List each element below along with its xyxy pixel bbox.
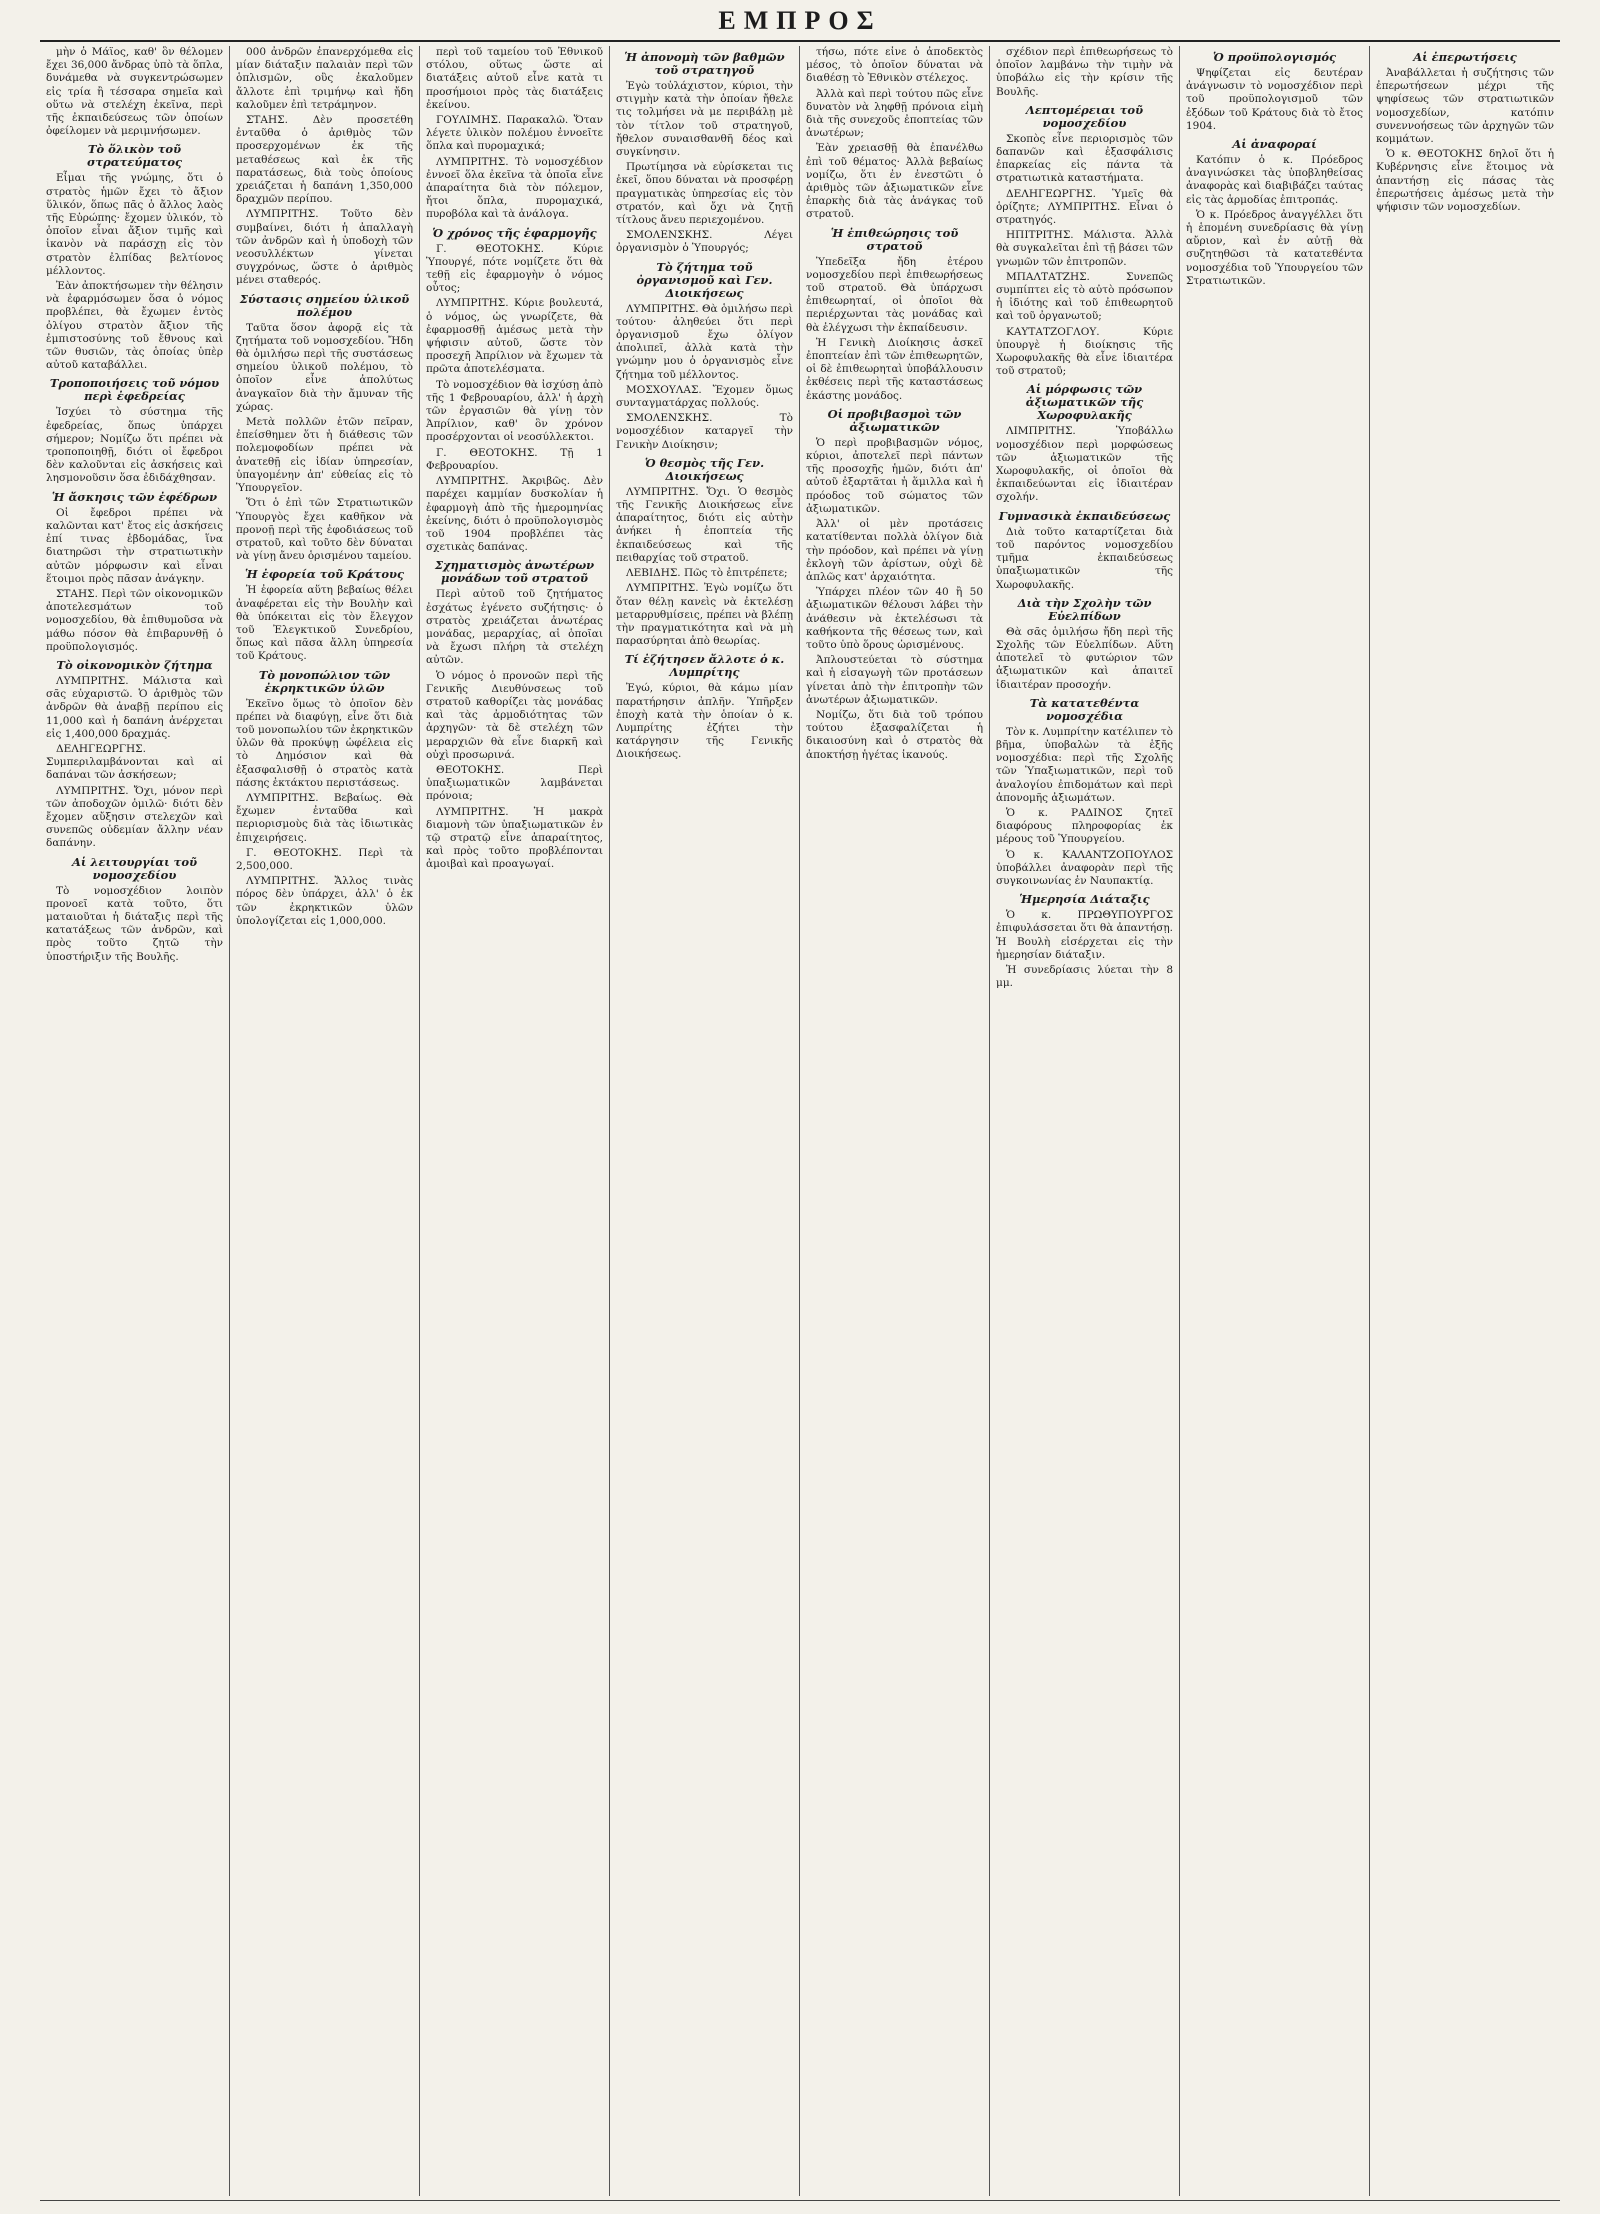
paragraph: Ὁ κ. ΘΕΟΤΟΚΗΣ δηλοῖ ὅτι ἡ Κυβέρνησις εἶνε ἕτοιμος νὰ ἀπαντήσῃ εἰς πάσας τὰς ἐπερωτήσεις ἀμέσως μετὰ τὴν ψήφισιν τῶν νομοσχεδίων. bbox=[1376, 148, 1554, 214]
paragraph: Ὅτι ὁ ἐπὶ τῶν Στρατιωτικῶν Ὑπουργὸς ἔχει καθῆκον νὰ προνοῇ περὶ τῆς ἐφοδιάσεως τοῦ στρατοῦ, καὶ τοῦτο δὲν δύναται νὰ γίνῃ ἄνευ ὁρισμένου ταμείου. bbox=[236, 497, 413, 563]
paragraph: Ἐκεῖνο ὅμως τὸ ὁποῖον δὲν πρέπει νὰ διαφύγῃ, εἶνε ὅτι διὰ τοῦ μονοπωλίου τῶν ἐκρηκτικῶν ὑλῶν θὰ προκύψῃ ὠφέλεια εἰς τὸ Δημόσιον καὶ θὰ ἐξασφαλισθῇ ὁ στρατὸς κατὰ πάσης ἐκτάκτου περιστάσεως. bbox=[236, 697, 413, 789]
column-3 bbox=[420, 46, 610, 2196]
paragraph: Θὰ σᾶς ὁμιλήσω ἤδη περὶ τῆς Σχολῆς τῶν Εὐελπίδων. Αὕτη ἀποτελεῖ τὸ φυτώριον τῶν ἀξιωματικῶν καὶ ἀπαιτεῖ ἰδιαιτέραν προσοχήν. bbox=[996, 625, 1173, 691]
paragraph: Πρωτίμησα νὰ εὑρίσκεται τις ἐκεῖ, ὅπου δύναται νὰ προσφέρῃ πραγματικὰς ὑπηρεσίας εἰς τὸν στρατόν, καὶ ὄχι νὰ ζητῇ τίτλους ἄνευ περιεχομένου. bbox=[616, 161, 793, 227]
paragraph: ΛΥΜΠΡΙΤΗΣ. Βεβαίως. Θὰ ἔχωμεν ἐνταῦθα καὶ περιορισμοὺς διὰ τὰς ἰδιωτικὰς ἐπιχειρήσεις. bbox=[236, 791, 413, 844]
paragraph: Ταῦτα ὅσον ἀφορᾷ εἰς τὰ ζητήματα τοῦ νομοσχεδίου. Ἤδη θὰ ὁμιλήσω περὶ τῆς συστάσεως σημείου ὑλικοῦ πολέμου, τὸ ὁποῖον εἶνε ἀπολύτως ἀναγκαῖον διὰ τὴν ἄμυναν τῆς χώρας. bbox=[236, 321, 413, 413]
paragraph: Τὸν κ. Λυμπρίτην κατέλιπεν τὸ βῆμα, ὑποβαλὼν τὰ ἑξῆς νομοσχέδια: περὶ τῆς Σχολῆς τῶν Ὑπαξιωματικῶν, περὶ τοῦ ἀναλογίου ἐπιδομάτων καὶ περὶ ἀπονομῆς ἀξιωμάτων. bbox=[996, 725, 1173, 804]
column-7 bbox=[1180, 46, 1370, 2196]
paragraph: ΛΥΜΠΡΙΤΗΣ. Μάλιστα καὶ σᾶς εὐχαριστῶ. Ὁ ἀριθμὸς τῶν ἀνδρῶν θὰ ἀναβῇ περίπου εἰς 11,000 καὶ ἡ δαπάνη ἀνέρχεται εἰς 1,400,000 δραχμάς. bbox=[46, 674, 223, 740]
paragraph: Γ. ΘΕΟΤΟΚΗΣ. Τῇ 1 Φεβρουαρίου. bbox=[426, 446, 603, 472]
paragraph: Ὁ κ. ΠΡΩΘΥΠΟΥΡΓΟΣ ἐπιφυλάσσεται ὅτι θὰ ἀπαντήσῃ. Ἡ Βουλὴ εἰσέρχεται εἰς τὴν ἡμερησίαν διάταξιν. bbox=[996, 909, 1173, 961]
paragraph: ΛΥΜΠΡΙΤΗΣ. Τοῦτο δὲν συμβαίνει, διότι ἡ ἀπαλλαγὴ τῶν ἀνδρῶν καὶ ἡ ὑποδοχὴ τῶν νεοσυλλέκτων γίνεται συγχρόνως, ὥστε ὁ ἀριθμὸς μένει σταθερός. bbox=[236, 208, 413, 287]
paragraph: ΛΥΜΠΡΙΤΗΣ. Ὄχι, μόνον περὶ τῶν ἀποδοχῶν ὁμιλῶ· διότι δὲν ἔχομεν αὔξησιν στελεχῶν καὶ συνεπῶς οὐδεμίαν ἄλλην νέαν δαπάνην. bbox=[46, 784, 223, 850]
paragraph: ΛΥΜΠΡΙΤΗΣ. Ἄλλος τινὰς πόρος δὲν ὑπάρχει, ἀλλ' ὁ ἐκ τῶν ἐκρηκτικῶν ὑλῶν ὑπολογίζεται εἰς 1,000,000. bbox=[236, 875, 413, 927]
paragraph: ΣΤΑΗΣ. Περὶ τῶν οἰκονομικῶν ἀποτελεσμάτων τοῦ νομοσχεδίου, θὰ ἐπιθυμοῦσα νὰ μάθω πόσον θὰ ἐπιβαρυνθῇ ὁ προϋπολογισμός. bbox=[46, 587, 223, 653]
column-heading: Ἡ ἐπιθεώρησις τοῦ στρατοῦ bbox=[830, 225, 959, 253]
paragraph: Ἡ συνεδρίασις λύεται τὴν 8 μμ. bbox=[996, 963, 1173, 990]
column-8 bbox=[1370, 46, 1560, 2196]
paragraph: Διὰ τοῦτο καταρτίζεται διὰ τοῦ παρόντος νομοσχεδίου τμῆμα ἐκπαιδεύσεως ὑπαξιωματικῶν τῆς Χωροφυλακῆς. bbox=[996, 525, 1173, 591]
paragraph: Ἐὰν χρειασθῇ θὰ ἐπανέλθω ἐπὶ τοῦ θέματος· Ἀλλὰ βεβαίως νομίζω, ὅτι ἐν ἐνεστῶτι ὁ ἀριθμὸς τῶν ἀξιωματικῶν εἶνε ἐπαρκὴς διὰ τὰς ἀνάγκας τοῦ στρατοῦ. bbox=[806, 142, 983, 221]
column-heading: Τὸ ζήτημα τοῦ ὀργανισμοῦ καὶ Γεν. Διοικήσεως bbox=[636, 259, 773, 300]
paragraph: σχέδιον περὶ ἐπιθεωρήσεως τὸ ὁποῖον λαμβάνω τὴν τιμὴν νὰ ὑποβάλω εἰς τὴν κρίσιν τῆς Βουλῆς. bbox=[996, 46, 1173, 98]
paragraph: Ὁ περὶ προβιβασμῶν νόμος, κύριοι, ἀποτελεῖ περὶ πάντων τῆς προσοχῆς ἡμῶν, διότι ἀπ' αὐτοῦ ἐξαρτᾶται ἡ ἅμιλλα καὶ ἡ πρόοδος τοῦ σώματος τῶν ἀξιωματικῶν. bbox=[806, 436, 983, 515]
column-heading: Διὰ τὴν Σχολὴν τῶν Εὐελπίδων bbox=[1017, 595, 1152, 623]
paragraph: ΔΕΛΗΓΕΩΡΓΗΣ. Ὑμεῖς θὰ ὁρίζητε; ΛΥΜΠΡΙΤΗΣ. Εἶναι ὁ στρατηγός. bbox=[996, 187, 1173, 227]
paragraph: ΚΑΥΤΑΤΖΟΓΛΟΥ. Κύριε ὑπουργὲ ἡ διοίκησις τῆς Χωροφυλακῆς θὰ εἶνε ἰδιαιτέρα τοῦ στρατοῦ; bbox=[996, 325, 1173, 378]
paragraph: Ἀναβάλλεται ἡ συζήτησις τῶν ἐπερωτήσεων μέχρι τῆς ψηφίσεως τῶν στρατιωτικῶν νομοσχεδίων, κατόπιν συνεννοήσεως τῶν ἀρχηγῶν τῶν κομμάτων. bbox=[1376, 67, 1554, 146]
paragraph: Ἀλλὰ καὶ περὶ τούτου πῶς εἶνε δυνατὸν νὰ ληφθῇ πρόνοια εἰμὴ διὰ τῆς συνεχοῦς ἐποπτείας τῶν ἀνωτέρων; bbox=[806, 87, 983, 140]
paragraph: ΣΜΟΛΕΝΣΚΗΣ. Λέγει ὀργανισμὸν ὁ Ὑπουργός; bbox=[616, 229, 793, 255]
paragraph: ΗΠΙΤΡΙΤΗΣ. Μάλιστα. Ἀλλὰ θὰ συγκαλεῖται ἐπὶ τῇ βάσει τῶν γνωμῶν τῶν ἐπιτροπῶν. bbox=[996, 229, 1173, 268]
column-heading: Λεπτομέρειαι τοῦ νομοσχεδίου bbox=[1025, 102, 1144, 130]
column-heading: Αἱ μόρφωσις τῶν ἀξιωματικῶν τῆς Χωροφυλακῆς bbox=[1025, 382, 1144, 423]
paragraph: ΜΠΑΛΤΑΤΖΗΣ. Συνεπῶς συμπίπτει εἰς τὸ αὐτὸ πρόσωπον ἡ ἰδιότης καὶ τοῦ ἐπιθεωρητοῦ καὶ τοῦ ὀργανωτοῦ; bbox=[996, 270, 1173, 323]
column-heading: Οἱ προβιβασμοὶ τῶν ἀξιωματικῶν bbox=[827, 406, 962, 434]
paragraph: ΣΤΑΗΣ. Δὲν προσετέθη ἐνταῦθα ὁ ἀριθμὸς τῶν προσερχομένων ἐκ τῆς μεταθέσεως καὶ ἐκ τῆς παρατάσεως, διὰ τοὺς ὁποίους χρειάζεται ἡ δαπάνη 1,350,000 δραχμῶν περίπου. bbox=[236, 114, 413, 206]
paragraph: ΛΥΜΠΡΙΤΗΣ. Ἀκριβῶς. Δὲν παρέχει καμμίαν δυσκολίαν ἡ ἐφαρμογὴ ἀπὸ τῆς ἡμερομηνίας ἐκείνης, διότι ὁ προϋπολογισμὸς τοῦ 1904 προβλέπει τὰς σχετικὰς δαπάνας. bbox=[426, 475, 603, 554]
column-heading: Ἡ ἀπονομὴ τῶν βαθμῶν τοῦ στρατηγοῦ bbox=[624, 50, 785, 77]
column-heading: Τὸ μονοπώλιον τῶν ἐκρηκτικῶν ὑλῶν bbox=[258, 667, 391, 695]
column-heading: Γυμνασικὰ ἐκπαιδεύσεως bbox=[998, 508, 1171, 523]
paragraph: Ἡ Γενικὴ Διοίκησις ἀσκεῖ ἐποπτείαν ἐπὶ τῶν ἐπιθεωρητῶν, οἱ δὲ ἐπιθεωρηταὶ ὑποβάλλουσιν ἐκθέσεις περὶ τῆς καταστάσεως ἑκάστης μονάδος. bbox=[806, 336, 983, 402]
paragraph: Ἰσχύει τὸ σύστημα τῆς ἐφεδρείας, ὅπως ὑπάρχει σήμερον; Νομίζω ὅτι πρέπει νὰ τροποποιηθῇ, διότι οἱ ἔφεδροι δὲν καλοῦνται εἰς ἀσκήσεις καὶ λησμονοῦσιν ὅσα ἐδιδάχθησαν. bbox=[46, 406, 223, 485]
paragraph: Νομίζω, ὅτι διὰ τοῦ τρόπου τούτου ἐξασφαλίζεται ἡ δικαιοσύνη καὶ ὁ στρατὸς θὰ ἀποκτήσῃ ἡγέτας ἱκανούς. bbox=[806, 708, 983, 761]
paragraph: Εἶμαι τῆς γνώμης, ὅτι ὁ στρατὸς ἡμῶν ἔχει τὸ ἄξιον ὕλικόν, ὅπως πᾶς ὁ ἄλλος λαὸς τῆς Εὐρώπης· ἔχομεν ὑλικόν, τὸ ὁποῖον εἶναι ἄξιον τιμῆς καὶ ἱκανὸν νὰ παράσχῃ εἰς τὸν στρατὸν ἐλπίδας βελτίονος μέλλοντος. bbox=[46, 172, 223, 277]
column-heading: Τί ἐζήτησεν ἄλλοτε ὁ κ. Λυμπρίτης bbox=[624, 652, 785, 680]
column-heading: Τὸ ὅλικὸν τοῦ στρατεύματος bbox=[86, 142, 183, 170]
column-heading: Τὸ οἰκονομικὸν ζήτημα bbox=[56, 657, 213, 672]
column-heading: Ἡ ἄσκησις τῶν ἐφέδρων bbox=[51, 489, 218, 504]
paragraph: ΛΥΜΠΡΙΤΗΣ. Ὄχι. Ὁ θεσμὸς τῆς Γενικῆς Διοικήσεως εἶνε ἀπαραίτητος, διότι εἰς αὐτὴν ἀνήκει ἡ ἐποπτεία τῆς ἐκπαιδεύσεως καὶ τῆς πειθαρχίας τοῦ στρατοῦ. bbox=[616, 485, 793, 564]
paragraph: ΛΙΜΠΡΙΤΗΣ. Ὑποβάλλω νομοσχέδιον περὶ μορφώσεως τῶν ἀξιωματικῶν τῆς Χωροφυλακῆς, οἱ ὁποῖοι θὰ ἐκπαιδεύωνται εἰς ἰδιαιτέραν σχολήν. bbox=[996, 425, 1173, 504]
column-heading: Ἡμερησία Διάταξις bbox=[1019, 892, 1150, 907]
bottom-rule bbox=[40, 2200, 1560, 2201]
masthead bbox=[40, 6, 1560, 36]
paragraph: Ἡ ἐφορεία αὕτη βεβαίως θέλει ἀναφέρεται εἰς τὴν Βουλὴν καὶ θὰ ὑπόκειται εἰς τὸν ἔλεγχον τοῦ Ἐλεγκτικοῦ Συνεδρίου, ὅπως καὶ πᾶσα ἄλλη ὑπηρεσία τοῦ Κράτους. bbox=[236, 584, 413, 663]
column-heading: Τὰ κατατεθέντα νομοσχέδια bbox=[1029, 695, 1140, 723]
paragraph: Ἐγώ, κύριοι, θὰ κάμω μίαν παρατήρησιν ἀπλῆν. Ὑπῆρξεν ἐποχὴ κατὰ τὴν ὁποίαν ὁ κ. Λυμπρίτης ἐζήτει τὴν κατάργησιν τῆς Γενικῆς Διοικήσεως. bbox=[616, 682, 793, 761]
column-heading: Ὁ θεσμὸς τῆς Γεν. Διοικήσεως bbox=[644, 455, 765, 483]
paragraph: Ἐγὼ τοὐλάχιστον, κύριοι, τὴν στιγμὴν κατὰ τὴν ὁποίαν ἤθελε τις τολμήσει νὰ με περιβάλῃ μὲ τὸν τίτλον τοῦ στρατηγοῦ, ἤθελον συναισθανθῆ δέος καὶ συγκίνησιν. bbox=[616, 80, 793, 159]
paragraph: ΔΕΛΗΓΕΩΡΓΗΣ. Συμπεριλαμβάνονται καὶ αἱ δαπάναι τῶν ἀσκήσεων; bbox=[46, 742, 223, 782]
column-heading: Αἱ ἐπερωτήσεις bbox=[1413, 50, 1517, 64]
paragraph: Ὑπάρχει πλέον τῶν 40 ἢ 50 ἀξιωματικῶν θέλουσι λάβει τὴν ἀνάθεσιν νὰ ἐκτελέσωσι τὰ καθήκοντα τῆς θέσεως των, καὶ τοῦτο ὑπὸ ὅρους ὡρισμένους. bbox=[806, 586, 983, 651]
paragraph: Ὁ κ. Πρόεδρος ἀναγγέλλει ὅτι ἡ ἑπομένη συνεδρίασις θὰ γίνῃ αὔριον, καὶ ἐν αὐτῇ θὰ συζητηθῶσι τὰ κατατεθέντα νομοσχέδια τοῦ Ὑπουργείου τῶν Στρατιωτικῶν. bbox=[1186, 208, 1363, 287]
paragraph: Γ. ΘΕΟΤΟΚΗΣ. Περὶ τὰ 2,500,000. bbox=[236, 846, 413, 872]
paragraph: 000 ἀνδρῶν ἐπανερχόμεθα εἰς μίαν διάταξιν παλαιὰν περὶ τῶν ὁπλισμῶν, οὓς ἐκαλοῦμεν ἄλλοτε ἐπὶ τριμήνῳ καὶ ἤδη καλοῦμεν ἐπὶ τετράμηνον. bbox=[236, 46, 413, 111]
paragraph: Κατόπιν ὁ κ. Πρόεδρος ἀναγινώσκει τὰς ὑποβληθείσας ἀναφορὰς καὶ διαβιβάζει ταύτας εἰς τὰς ἁρμοδίας ἐπιτροπάς. bbox=[1186, 154, 1363, 206]
masthead-rule bbox=[40, 40, 1560, 42]
paragraph: ΛΥΜΠΡΙΤΗΣ. Ἐγὼ νομίζω ὅτι ὅταν θέλῃ κανεὶς νὰ ἐκτελέσῃ μεταρρυθμίσεις, πρέπει νὰ βλέπῃ τὴν πραγματικότητα καὶ νὰ μὴ παρασύρηται ἀπὸ θεωρίας. bbox=[616, 582, 793, 648]
column-5 bbox=[800, 46, 990, 2196]
paragraph: Ἐὰν ἀποκτήσωμεν τὴν θέλησιν νὰ ἐφαρμόσωμεν ὅσα ὁ νόμος προβλέπει, θὰ ἔχωμεν ἐντὸς ὀλίγου στρατὸν ἄξιον τῆς ἐμπιστοσύνης τοῦ ἔθνους καὶ τῶν θυσιῶν, τὰς ὁποίας ὑπὲρ αὐτοῦ καταβάλλει. bbox=[46, 280, 223, 372]
paragraph: μὴν ὁ Μάϊος, καθ' ὃν θέλομεν ἔχει 36,000 ἄνδρας ὑπὸ τὰ ὅπλα, δυνάμεθα νὰ συγκεντρώσωμεν εἰς τρία ἢ τέσσαρα σημεῖα καὶ οὕτω νὰ στελέχη ἐκεῖνα, περὶ τῆς ἐκπαιδεύσεως τῶν ὁποίων ὀφείλομεν νὰ μεριμνήσωμεν. bbox=[46, 46, 223, 138]
paragraph: τήσω, πότε εἶνε ὁ ἀποδεκτὸς μέσος, τὸ ὁποῖον δύναται νὰ διαθέσῃ τὸ Ἐθνικὸν στέλεχος. bbox=[806, 46, 983, 85]
paragraph: Τὸ νομοσχέδιον λοιπὸν προνοεῖ κατὰ τοῦτο, ὅτι ματαιοῦται ἡ διάταξις περὶ τῆς κατατάξεως τῶν ἀνδρῶν, καὶ πρὸς τοῦτο ζητῶ τὴν ὑποστήριξιν τῆς Βουλῆς. bbox=[46, 884, 223, 963]
paragraph: Ὑπεδεῖξα ἤδη ἐτέρου νομοσχεδίου περὶ ἐπιθεωρήσεως τοῦ στρατοῦ. Θὰ ὑπάρχωσι ἐπιθεωρηταί, οἱ ὁποῖοι θὰ περιέρχωνται τὰς μονάδας καὶ θὰ ἐλέγχωσι τὴν ἐκπαίδευσιν. bbox=[806, 255, 983, 334]
paragraph: περὶ τοῦ ταμείου τοῦ Ἐθνικοῦ στόλου, οὕτως ὥστε αἱ διατάξεις αὐτοῦ εἶνε κατὰ τι προσήμοιοι πρὸς τὰς διατάξεις ἐκείνου. bbox=[426, 46, 603, 111]
paragraph: Ψηφίζεται εἰς δευτέραν ἀνάγνωσιν τὸ νομοσχέδιον περὶ τοῦ προϋπολογισμοῦ τῶν ἐξόδων τοῦ Κράτους διὰ τὸ ἔτος 1904. bbox=[1186, 67, 1363, 132]
column-heading: Σχηματισμὸς ἀνωτέρων μονάδων τοῦ στρατοῦ bbox=[434, 558, 595, 586]
paragraph: Τὸ νομοσχέδιον θὰ ἰσχύσῃ ἀπὸ τῆς 1 Φεβρουαρίου, ἀλλ' ἡ ἀρχὴ τῶν ἐργασιῶν θὰ γίνῃ τὸν Ἀπρίλιον, καθ' ὃν χρόνον προσέρχονται οἱ νεοσύλλεκτοι. bbox=[426, 378, 603, 444]
paragraph: Μετὰ πολλῶν ἐτῶν πεῖραν, ἐπείσθημεν ὅτι ἡ διάθεσις τῶν πολεμοφοδίων πρέπει νὰ ἀνατεθῇ εἰς ἰδίαν ὑπηρεσίαν, ὑπαγομένην ἀπ' εὐθείας εἰς τὸ Ὑπουργεῖον. bbox=[236, 416, 413, 495]
column-heading: Αἱ ἀναφοραί bbox=[1232, 137, 1317, 152]
paragraph: ΘΕΟΤΟΚΗΣ. Περὶ ὑπαξιωματικῶν λαμβάνεται πρόνοια; bbox=[426, 763, 603, 803]
column-heading: Σύστασις σημείου ὑλικοῦ πολέμου bbox=[239, 291, 410, 319]
paragraph: ΛΕΒΙΔΗΣ. Πῶς τὸ ἐπιτρέπετε; bbox=[626, 567, 788, 580]
newspaper-title: ΕΜΠΡΟΣ bbox=[718, 6, 882, 35]
columns bbox=[40, 46, 1560, 2196]
column-6 bbox=[990, 46, 1180, 2196]
column-heading: Τροποποιήσεις τοῦ νόμου περὶ ἐφεδρείας bbox=[49, 376, 220, 404]
paragraph: Ὁ κ. ΚΑΛΑΝΤΖΟΠΟΥΛΟΣ ὑποβάλλει ἀναφορὰν περὶ τῆς συγκοινωνίας ἐν Ναυπακτίᾳ. bbox=[996, 848, 1173, 887]
paragraph: ΓΟΥΛΙΜΗΣ. Παρακαλῶ. Ὅταν λέγετε ὑλικὸν πολέμου ἐννοεῖτε ὅπλα καὶ πυρομαχικά; bbox=[426, 114, 603, 153]
paragraph: Οἱ ἔφεδροι πρέπει νὰ καλῶνται κατ' ἔτος εἰς ἀσκήσεις ἐπί τινας ἑβδομάδας, ἵνα διατηρῶσι τὴν στρατιωτικὴν αὐτῶν μόρφωσιν καὶ εἶναι ἕτοιμοι πρὸς πᾶσαν ἀνάγκην. bbox=[46, 506, 223, 585]
paragraph: ΛΥΜΠΡΙΤΗΣ. Ἡ μακρὰ διαμονὴ τῶν ὑπαξιωματικῶν ἐν τῷ στρατῷ εἶνε ἀπαραίτητος, καὶ πρὸς τοῦτο προβλέπονται ἀμοιβαὶ καὶ προαγωγαί. bbox=[426, 805, 603, 871]
paragraph: ΛΥΜΠΡΙΤΗΣ. Τὸ νομοσχέδιον ἐννοεῖ ὅλα ἐκεῖνα τὰ ὁποῖα εἶνε ἀπαραίτητα διὰ τὸν πόλεμον, ἤτοι ὅπλα, πυρομαχικά, πυροβόλα καὶ τὰ ἀνάλογα. bbox=[426, 155, 603, 221]
paragraph: ΛΥΜΠΡΙΤΗΣ. Κύριε βουλευτά, ὁ νόμος, ὡς γνωρίζετε, θὰ ἐφαρμοσθῇ ἀμέσως μετὰ τὴν ψήφισιν αὐτοῦ, ὥστε τὸν προσεχῆ Ἀπρίλιον νὰ ἔχωμεν τὰ πρῶτα ἀποτελέσματα. bbox=[426, 297, 603, 376]
paragraph: Ὁ νόμος ὁ προνοῶν περὶ τῆς Γενικῆς Διευθύνσεως τοῦ στρατοῦ καθορίζει τὰς μονάδας καὶ τὰς ἀρμοδιότητας τῶν ἀρχηγῶν· τὰ δὲ στελέχη τῶν μεραρχιῶν θὰ εἶνε διαρκῆ καὶ οὐχὶ προσωρινά. bbox=[426, 669, 603, 761]
column-heading: Ὁ προϋπολογισμός bbox=[1212, 50, 1336, 64]
column-2 bbox=[230, 46, 420, 2196]
paragraph: Ὁ κ. ΡΑΔΙΝΟΣ ζητεῖ διαφόρους πληροφορίας ἐκ μέρους τοῦ Ὑπουργείου. bbox=[996, 806, 1173, 846]
paragraph: Ἀλλ' οἱ μὲν προτάσεις κατατίθενται πολλὰ ὀλίγον διὰ τὴν πρόοδον, καὶ πρέπει νὰ γίνῃ ἐκλογὴ τῶν ἀρίστων, οὐχὶ δὲ ἁπλῶς κατ' ἀρχαιότητα. bbox=[806, 518, 983, 583]
paragraph: ΜΟΣΧΟΥΛΑΣ. Ἔχομεν ὅμως συνταγματάρχας πολλούς. bbox=[616, 383, 793, 410]
paragraph: ΛΥΜΠΡΙΤΗΣ. Θὰ ὁμιλήσω περὶ τούτου· ἀληθεύει ὅτι περὶ ὀργανισμοῦ ἔχω ὀλίγον ἀπολιπεῖ, ἀλλὰ κατὰ τὴν γνώμην μου ὁ ὀργανισμὸς εἶνε ζήτημα τοῦ μέλλοντος. bbox=[616, 302, 793, 381]
paragraph: Γ. ΘΕΟΤΟΚΗΣ. Κύριε Ὑπουργέ, πότε νομίζετε ὅτι θὰ τεθῇ εἰς ἐφαρμογὴν ὁ νόμος οὗτος; bbox=[426, 242, 603, 295]
column-1 bbox=[40, 46, 230, 2196]
column-heading: Ὁ χρόνος τῆς ἐφαρμογῆς bbox=[432, 225, 597, 240]
paragraph: Περὶ αὐτοῦ τοῦ ζητήματος ἐσχάτως ἐγένετο συζήτησις· ὁ στρατὸς χρειάζεται ἀνωτέρας μονάδας, μεραρχίας, αἱ ὁποῖαι νὰ ἔχωσι πλήρη τὰ στελέχη αὐτῶν. bbox=[426, 588, 603, 667]
paragraph: Σκοπὸς εἶνε περιορισμὸς τῶν δαπανῶν καὶ ἐξασφάλισις ἐπαρκείας εἰς πάντα τὰ στρατιωτικὰ καταστήματα. bbox=[996, 132, 1173, 185]
column-heading: Ἡ ἐφορεία τοῦ Κράτους bbox=[245, 567, 404, 582]
paragraph: ΣΜΟΛΕΝΣΚΗΣ. Τὸ νομοσχέδιον καταργεῖ τὴν Γενικὴν Διοίκησιν; bbox=[616, 412, 793, 451]
paragraph: Ἀπλουστεύεται τὸ σύστημα καὶ ἡ εἰσαγωγὴ τῶν προτάσεων γίνεται ἀπὸ τὴν ἐπιτροπὴν τῶν ἀνωτέρων ἀξιωματικῶν. bbox=[806, 654, 983, 706]
column-4 bbox=[610, 46, 800, 2196]
column-heading: Αἱ λειτουργίαι τοῦ νομοσχεδίου bbox=[71, 854, 198, 882]
